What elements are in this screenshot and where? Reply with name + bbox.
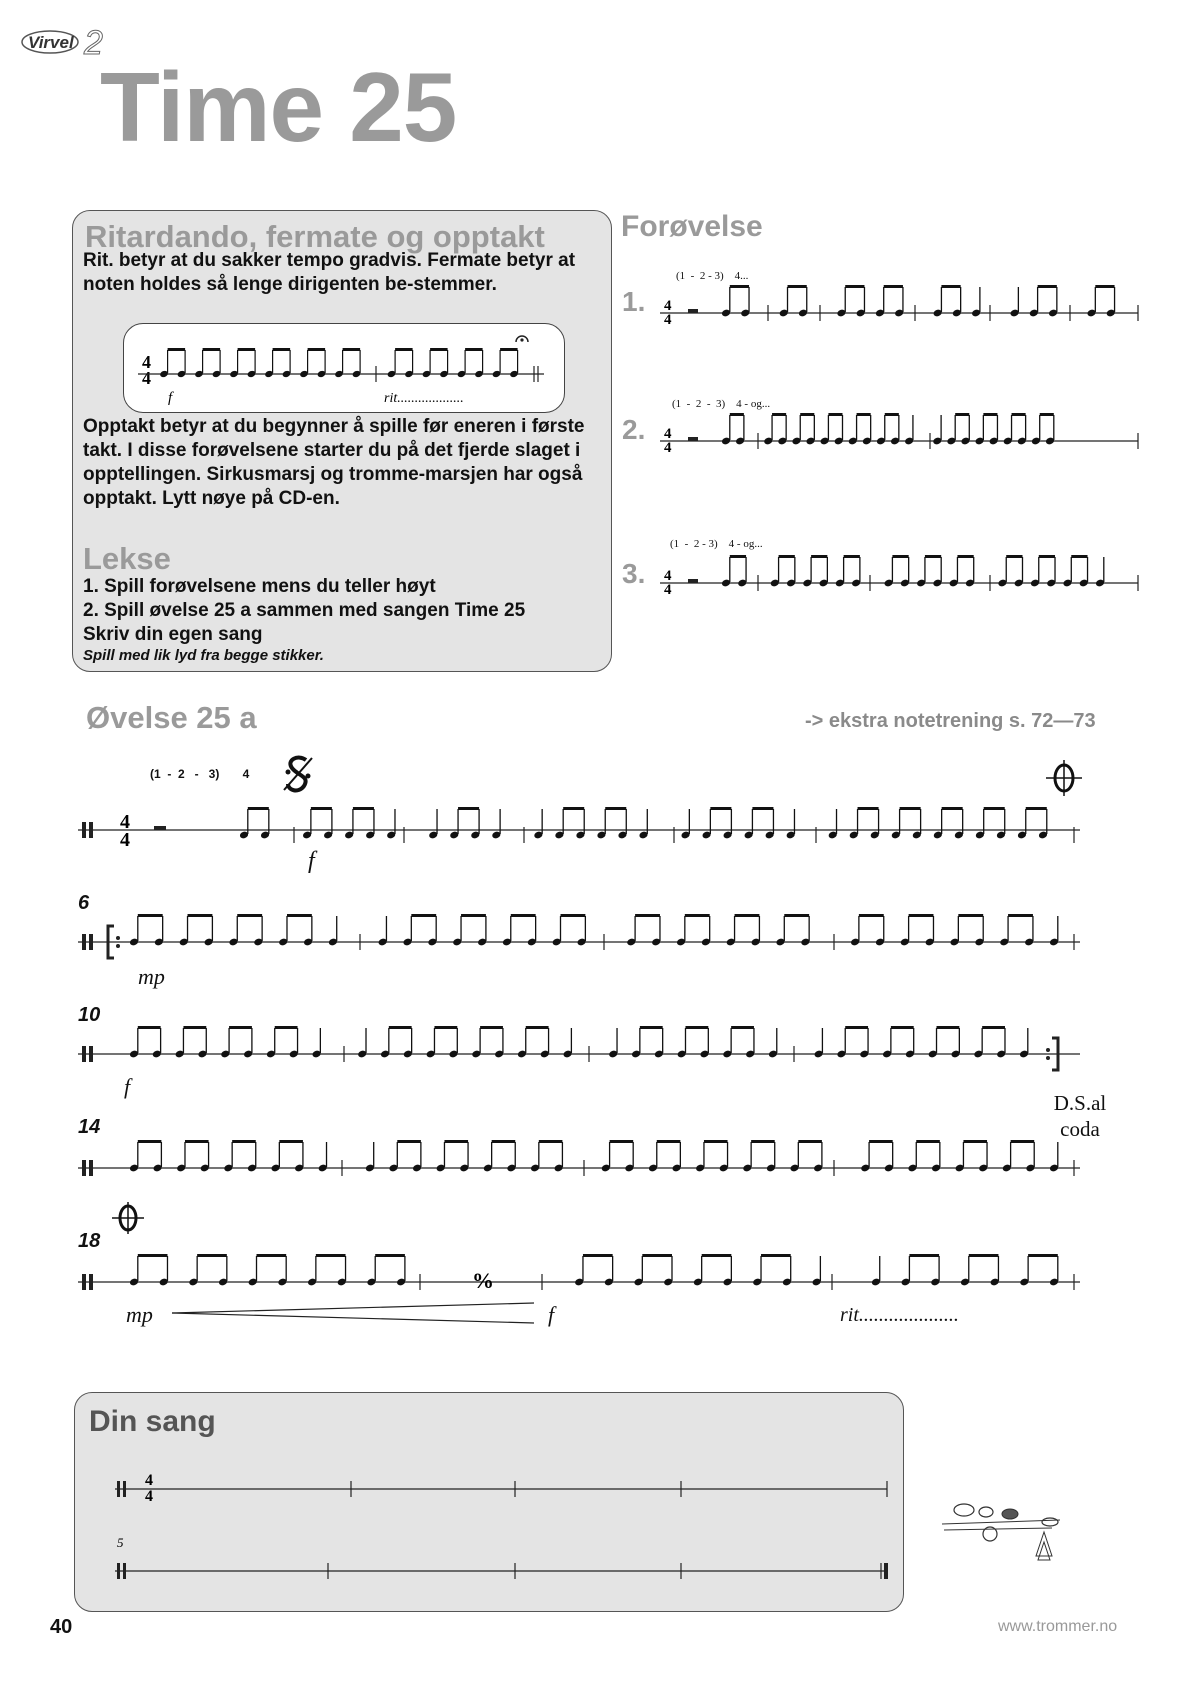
note-beam [168, 348, 186, 351]
note-beam [444, 1140, 468, 1143]
note-beam [751, 1140, 775, 1143]
measure-number: 14 [78, 1116, 101, 1138]
note-beam [605, 807, 626, 810]
note-beam [788, 285, 807, 288]
exercise-staff [660, 396, 1140, 466]
ovelse-count: (1 - 2 - 3) 4 [150, 767, 250, 781]
blank-staves [115, 1463, 895, 1603]
exercise-number: 1. [622, 286, 646, 317]
note-beam [800, 413, 814, 416]
note-beam [1028, 1254, 1058, 1257]
note-beam [1040, 413, 1054, 416]
score-system-1 [74, 790, 1084, 865]
note-beam [1006, 555, 1022, 558]
note-beam [844, 555, 860, 558]
note-beam [963, 1140, 987, 1143]
note-beam [610, 1140, 634, 1143]
exercise-number: 3. [622, 558, 646, 589]
note-beam [937, 1026, 960, 1029]
logo-text: Virvel [28, 33, 74, 52]
lekse-list [83, 575, 603, 647]
note-beam [480, 1026, 503, 1029]
note-beam [858, 807, 879, 810]
note-beam [909, 914, 934, 917]
note-beam [397, 1140, 421, 1143]
rit-marking: rit.................... [840, 1304, 959, 1326]
note-beam [955, 413, 969, 416]
exercise-number: 2. [622, 414, 646, 445]
measure-number: 5 [117, 1535, 124, 1550]
note-beam [710, 807, 731, 810]
note-beam [640, 1026, 663, 1029]
svg-text:4: 4 [120, 811, 130, 833]
note-beam [957, 555, 973, 558]
note-beam [982, 1026, 1005, 1029]
note-beam [197, 1254, 227, 1257]
note-beam [969, 1254, 999, 1257]
score-system-2 [74, 906, 1084, 981]
note-beam [845, 1026, 868, 1029]
note-beam [685, 1026, 708, 1029]
note-beam [925, 555, 941, 558]
opptakt-text: Opptakt betyr at du begynner å spille før eneren i første takt. I disse forøvelsene starter du på det fjerde slaget i opptellingen. Sirkusmarsj og tromme-marsjen har også opptakt. Lytt nøye på CD-en. [83, 416, 585, 509]
note-beam [642, 1254, 672, 1257]
svg-text:4: 4 [145, 1472, 153, 1489]
note-beam [909, 1254, 939, 1257]
note-beam [869, 1140, 893, 1143]
note-beam [1071, 555, 1087, 558]
note-beam [434, 1026, 457, 1029]
example-dynamic: f [168, 390, 173, 406]
note-beam [657, 1140, 681, 1143]
ritardando-example [123, 323, 565, 413]
note-beam [1026, 807, 1047, 810]
page-number: 40 [50, 1616, 73, 1638]
note-beam [188, 914, 213, 917]
din-sang-heading: Din sang [89, 1405, 216, 1438]
forovelse-heading: Forøvelse [621, 210, 763, 243]
dynamic-marking: f [308, 848, 315, 874]
note-beam [526, 1026, 549, 1029]
note-beam [311, 807, 332, 810]
note-beam [138, 914, 163, 917]
note-beam [811, 555, 827, 558]
lekse-note: Spill med lik lyd fra begge stikker. [83, 647, 324, 664]
note-beam [1011, 1140, 1035, 1143]
dynamic-marking: f [548, 1302, 555, 1327]
note-beam [772, 413, 786, 416]
note-beam [185, 1140, 209, 1143]
note-beam [500, 348, 517, 351]
note-beam [685, 914, 710, 917]
lekse-item: 2. Spill øvelse 25 a sammen med sangen Time 25 [83, 600, 526, 621]
note-beam [308, 348, 326, 351]
note-beam [857, 413, 871, 416]
ritardando-heading: Ritardando, fermate og opptakt [85, 219, 545, 254]
note-beam [983, 413, 997, 416]
exercise-staff [660, 536, 1140, 606]
note-beam [539, 1140, 563, 1143]
score-system-4 [74, 1132, 1084, 1207]
note-beam [138, 1026, 161, 1029]
exercise-staff [660, 268, 1140, 338]
note-beam [735, 914, 760, 917]
note-beam [730, 555, 746, 558]
note-beam [229, 1026, 252, 1029]
ritardando-text: Rit. betyr at du sakker tempo gradvis. Fermate betyr at noten holdes så lenge dirigenten be-stemmer. [83, 250, 576, 295]
note-beam [375, 1254, 405, 1257]
note-beam [389, 1026, 412, 1029]
coda-icon [110, 1200, 146, 1236]
note-beam [279, 1140, 303, 1143]
note-beam [752, 807, 773, 810]
note-beam [730, 413, 744, 416]
note-beam [828, 413, 842, 416]
example-notes [159, 348, 519, 378]
note-beam [561, 914, 586, 917]
note-beam [492, 1140, 516, 1143]
exercise-count: (1 - 2 - 3) 4 - og... [670, 538, 763, 550]
note-beam [238, 348, 256, 351]
note-beam [563, 807, 584, 810]
logo-number: 2 [84, 24, 103, 62]
note-beam [884, 285, 903, 288]
note-beam [273, 348, 291, 351]
measure-number: 18 [78, 1230, 101, 1252]
note-beam [430, 348, 448, 351]
note-beam [395, 348, 413, 351]
ds-al-coda: D.S.al coda [1053, 1091, 1107, 1141]
website-link[interactable]: www.trommer.no [998, 1618, 1118, 1635]
note-beam [845, 285, 864, 288]
note-beam [465, 348, 483, 351]
note-beam [941, 285, 960, 288]
note-beam [761, 1254, 791, 1257]
note-beam [916, 1140, 940, 1143]
note-beam [316, 1254, 346, 1257]
note-beam [203, 348, 221, 351]
dynamic-marking: f [124, 1074, 131, 1099]
note-beam [1095, 285, 1114, 288]
note-beam [885, 413, 899, 416]
dynamic-marking: mp [126, 1302, 153, 1327]
note-beam [784, 914, 809, 917]
page-title: Time 25 [100, 52, 457, 162]
note-beam [248, 807, 269, 810]
svg-text:4: 4 [664, 568, 672, 584]
lekse-item: Skriv din egen sang [83, 624, 263, 645]
note-beam [942, 807, 963, 810]
note-beam [731, 1026, 754, 1029]
note-beam [411, 914, 436, 917]
crescendo-hairpin [168, 1300, 538, 1326]
ovelse-heading: Øvelse 25 a [86, 700, 257, 735]
doodle-illustration [940, 1490, 1070, 1570]
note-beam [511, 914, 536, 917]
note-beam [702, 1254, 732, 1257]
note-beam [900, 807, 921, 810]
ovelse-reference: -> ekstra notetrening s. 72—73 [805, 710, 1096, 732]
note-beam [891, 1026, 914, 1029]
note-beam [138, 1254, 168, 1257]
note-beam [1039, 555, 1055, 558]
dynamic-marking: mp [138, 964, 165, 989]
note-beam [183, 1026, 206, 1029]
note-beam [958, 914, 983, 917]
svg-text:%: % [472, 1268, 494, 1293]
lekse-item: 1. Spill forøvelsene mens du teller høyt [83, 576, 436, 597]
note-beam [798, 1140, 822, 1143]
lekse-heading: Lekse [83, 541, 171, 576]
measure-number: 10 [78, 1004, 101, 1026]
svg-text:4: 4 [145, 1488, 153, 1505]
example-time-sig-bottom: 4 [142, 368, 151, 388]
note-beam [892, 555, 908, 558]
svg-text:4: 4 [664, 298, 672, 314]
note-beam [232, 1140, 256, 1143]
note-beam [730, 285, 749, 288]
note-beam [458, 807, 479, 810]
note-beam [859, 914, 884, 917]
note-beam [257, 1254, 287, 1257]
svg-text:4: 4 [664, 312, 672, 328]
note-beam [984, 807, 1005, 810]
note-beam [1012, 413, 1026, 416]
din-sang-box [74, 1392, 904, 1612]
note-beam [635, 914, 660, 917]
info-box [72, 210, 612, 672]
svg-text:4: 4 [664, 426, 672, 442]
svg-text:4: 4 [120, 829, 130, 851]
exercise-count: (1 - 2 - 3) 4 - og... [672, 398, 771, 410]
note-beam [583, 1254, 613, 1257]
note-beam [287, 914, 312, 917]
note-beam [353, 807, 374, 810]
note-beam [1008, 914, 1033, 917]
note-beam [138, 1140, 162, 1143]
note-beam [237, 914, 262, 917]
score-system-3 [74, 1018, 1084, 1093]
measure-number: 6 [78, 892, 90, 914]
note-beam [779, 555, 795, 558]
svg-text:4: 4 [664, 440, 672, 456]
example-rit-label: rit................... [384, 391, 464, 406]
svg-text:4: 4 [664, 582, 672, 598]
note-beam [461, 914, 486, 917]
note-beam [343, 348, 361, 351]
example-time-sig-top: 4 [142, 352, 151, 372]
note-beam [704, 1140, 728, 1143]
note-beam [1038, 285, 1057, 288]
exercise-count: (1 - 2 - 3) 4... [676, 270, 749, 282]
note-beam [275, 1026, 298, 1029]
